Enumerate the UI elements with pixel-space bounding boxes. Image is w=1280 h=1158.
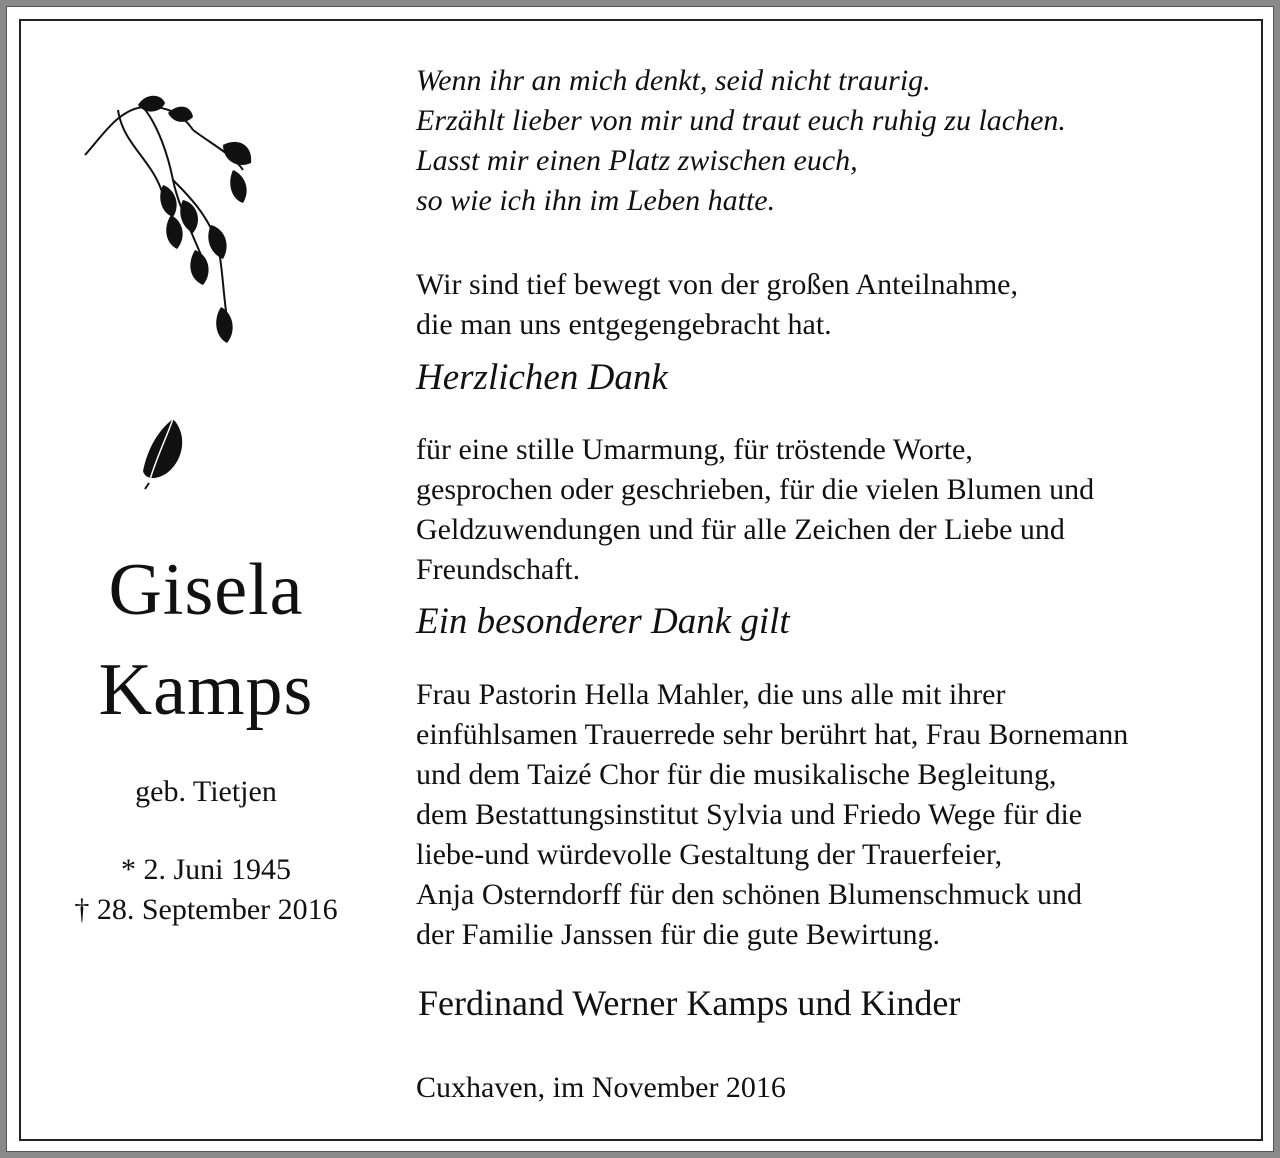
- text-line: für eine stille Umarmung, für tröstende Worte,: [416, 433, 973, 466]
- left-column: [21, 21, 391, 1139]
- deceased-last-name: Kamps: [98, 649, 314, 731]
- poem-line: so wie ich ihn im Leben hatte.: [416, 184, 776, 217]
- text-line: gesprochen oder geschrieben, für die vielen Blumen und: [416, 473, 1095, 506]
- right-column: [416, 21, 1256, 1139]
- poem: [416, 61, 1066, 221]
- obituary-border: [19, 19, 1263, 1141]
- poem-line: Lasst mir einen Platz zwischen euch,: [416, 144, 858, 177]
- heading-special-thanks: Ein besonderer Dank gilt: [416, 601, 790, 642]
- falling-leaf-icon: [131, 411, 191, 491]
- text-line: Anja Osterndorff für den schönen Blumenschmuck und: [416, 878, 1082, 911]
- text-line: Frau Pastorin Hella Mahler, die uns alle mit ihrer: [416, 678, 1006, 711]
- place-date: Cuxhaven, im November 2016: [416, 1071, 786, 1104]
- text-line: Wir sind tief bewegt von der großen Anteilnahme,: [416, 268, 1018, 301]
- text-line: Freundschaft.: [416, 553, 581, 586]
- text-line: und dem Taizé Chor für die musikalische Begleitung,: [416, 758, 1057, 791]
- obituary-card: [6, 6, 1274, 1152]
- heading-thanks: Herzlichen Dank: [416, 357, 668, 398]
- text-line: liebe-und würdevolle Gestaltung der Trauerfeier,: [416, 838, 1003, 871]
- text-line: Geldzuwendungen und für alle Zeichen der Liebe und: [416, 513, 1065, 546]
- thanks-intro: [416, 265, 1018, 345]
- death-date: † 28. September 2016: [74, 893, 338, 926]
- text-line: die man uns entgegengebracht hat.: [416, 308, 832, 341]
- birch-branch-icon: [83, 85, 263, 355]
- special-thanks-body: [416, 675, 1128, 955]
- poem-line: Erzählt lieber von mir und traut euch ruhig zu lachen.: [416, 104, 1066, 137]
- birth-date: * 2. Juni 1945: [120, 853, 291, 886]
- text-line: der Familie Janssen für die gute Bewirtung.: [416, 918, 941, 951]
- thanks-body: [416, 430, 1094, 590]
- deceased-first-name: Gisela: [108, 549, 304, 631]
- text-line: dem Bestattungsinstitut Sylvia und Friedo Wege für die: [416, 798, 1083, 831]
- signature: Ferdinand Werner Kamps und Kinder: [418, 983, 961, 1023]
- text-line: einfühlsamen Trauerrede sehr berührt hat, Frau Bornemann: [416, 718, 1129, 751]
- maiden-name: geb. Tietjen: [135, 775, 277, 808]
- poem-line: Wenn ihr an mich denkt, seid nicht traurig.: [416, 64, 931, 97]
